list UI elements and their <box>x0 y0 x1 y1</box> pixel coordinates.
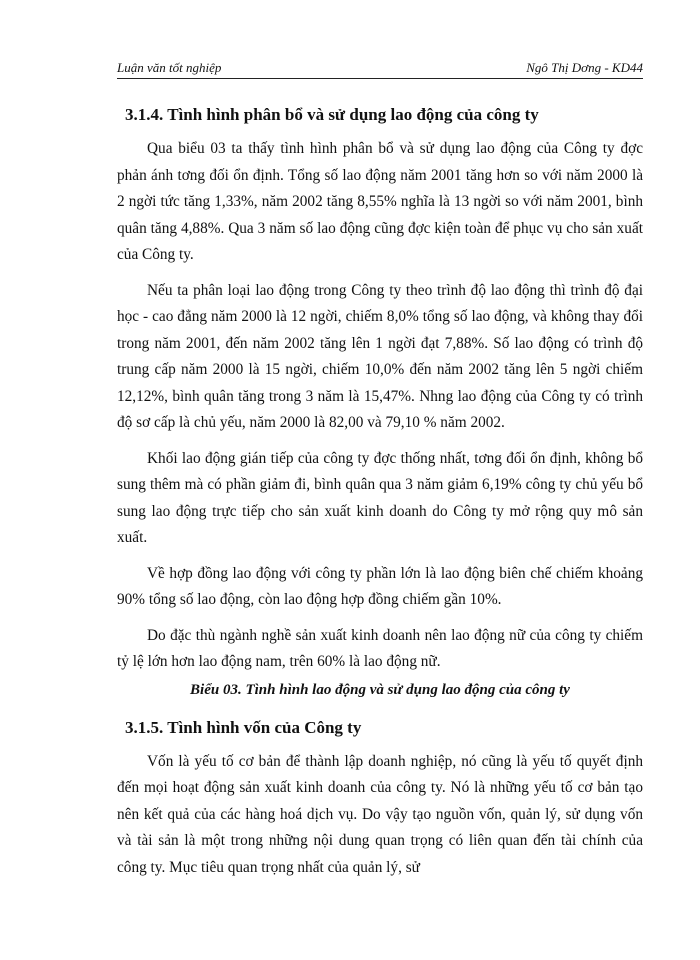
page-header <box>117 58 643 79</box>
document-body <box>117 96 643 890</box>
paragraph: Nếu ta phân loại lao động trong Công ty theo trình độ lao động thì trình độ đại học - cao đẳng năm 2000 là 12 ngời, chiếm 8,0% tổng số lao động, và không thay đổi trong năm 2001, đến năm 2002 tăng lên 1 ngời đạt 7,88%. Số lao động có trình độ trung cấp năm 2000 là 15 ngời, chiếm 10,0% đến năm 2002 tăng lên 5 ngời chiếm 12,12%, bình quân tăng trong 3 năm là 15,47%. Nhng lao động của Công ty có trình độ sơ cấp là chủ yếu, năm 2000 là 82,00 và 79,10 % năm 2002. <box>117 281 643 431</box>
paragraph: Khối lao động gián tiếp của công ty đợc thống nhất, tơng đối ổn định, không bổ sung thêm mà có phần giảm đi, bình quân qua 3 năm giảm 6,19% công ty chủ yếu bổ sung lao động trực tiếp cho sản xuất kinh doanh do Công ty mở rộng quy mô sản xuất. <box>117 449 643 546</box>
paragraph: Về hợp đồng lao động với công ty phần lớn là lao động biên chế chiếm khoảng 90% tổng số lao động, còn lao động hợp đồng chiếm gần 10%. <box>117 564 643 608</box>
paragraph: Do đặc thù ngành nghề sản xuất kinh doanh nên lao động nữ của công ty chiếm tỷ lệ lớn hơn lao động nam, trên 60% là lao động nữ. <box>117 626 643 670</box>
paragraph: Qua biểu 03 ta thấy tình hình phân bổ và sử dụng lao động của Công ty đợc phản ánh tơng đối ổn định. Tổng số lao động năm 2001 tăng hơn so với năm 2000 là 2 ngời tức tăng 1,33%, năm 2002 tăng 8,55% nghĩa là 13 ngời so với năm 2001, bình quân tăng 4,88%. Qua 3 năm số lao động cũng đợc kiện toàn để phục vụ cho sản xuất của Công ty. <box>117 140 643 263</box>
table-caption: Biểu 03. Tình hình lao động và sử dụng lao động của công ty <box>190 681 570 698</box>
section-heading-capital: 3.1.5. Tình hình vốn của Công ty <box>125 717 362 737</box>
header-author: Ngô Thị Dơng - KD44 <box>526 60 643 75</box>
section-heading-labor: 3.1.4. Tình hình phân bổ và sử dụng lao động của công ty <box>125 105 539 124</box>
header-thesis-title: Luận văn tốt nghiệp <box>117 60 222 75</box>
paragraph: Vốn là yếu tố cơ bản để thành lập doanh nghiệp, nó cũng là yếu tố quyết định đến mọi hoạt động sản xuất kinh doanh của công ty. Nó là những yếu tố cơ bản tạo nên kết quả của các hàng hoá dịch vụ. Do vậy tạo nguồn vốn, quản lý, sử dụng vốn và tài sản là một trong những nội dung quan trọng có liên quan đến tài chính của công ty. Mục tiêu quan trọng nhất của quản lý, sử <box>117 752 643 876</box>
